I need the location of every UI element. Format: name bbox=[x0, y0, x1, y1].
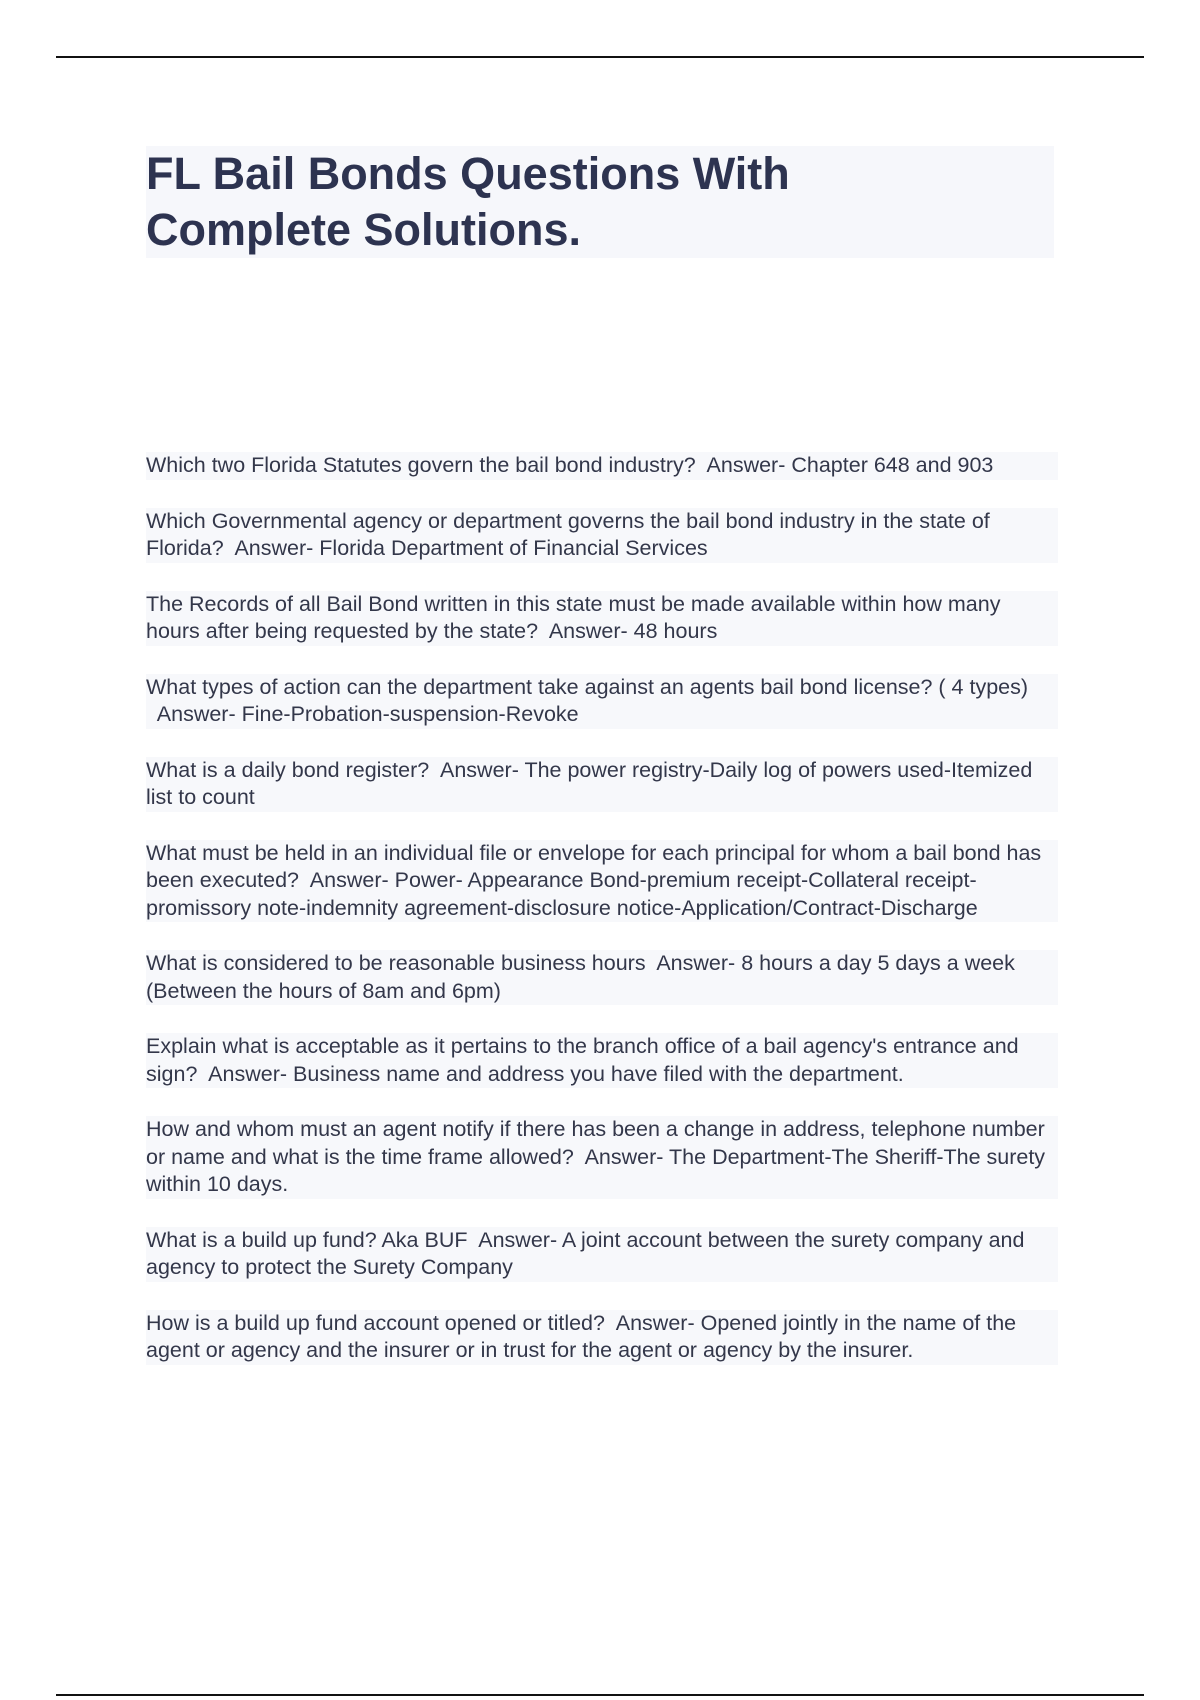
qa-item bbox=[146, 452, 1058, 480]
question-text: Explain what is acceptable as it pertains to the branch office of a bail agency's entrance and sign? bbox=[146, 1034, 1019, 1086]
bottom-divider bbox=[56, 1694, 1144, 1696]
qa-item bbox=[146, 840, 1058, 923]
document-title: FL Bail Bonds Questions With Complete Solutions. bbox=[146, 148, 790, 255]
question-text: What must be held in an individual file or envelope for each principal for whom a bail bond has been executed? bbox=[146, 840, 1042, 892]
question-text: Which two Florida Statutes govern the bail bond industry? bbox=[146, 453, 696, 477]
qa-item bbox=[146, 674, 1058, 729]
answer-text: A joint account between the surety company and agency to protect the Surety Company bbox=[146, 1227, 1025, 1279]
answer-label: Answer- bbox=[584, 1144, 664, 1169]
answer-text: 8 hours a day 5 days a week (Between the hours of 8am and 6pm) bbox=[146, 951, 1015, 1003]
qa-item bbox=[146, 1310, 1058, 1365]
answer-label: Answer- bbox=[234, 536, 314, 560]
qa-item bbox=[146, 1227, 1058, 1282]
qa-item bbox=[146, 757, 1058, 812]
answer-text: Florida Department of Financial Services bbox=[319, 536, 708, 560]
question-text: What is considered to be reasonable business hours bbox=[146, 951, 646, 975]
question-text: What is a build up fund? Aka BUF bbox=[146, 1227, 468, 1252]
answer-text: The power registry-Daily log of powers used-Itemized list to count bbox=[146, 757, 1033, 809]
title-block bbox=[146, 146, 1054, 258]
qa-item bbox=[146, 508, 1058, 563]
answer-label: Answer- bbox=[156, 702, 236, 726]
qa-item bbox=[146, 950, 1058, 1005]
answer-label: Answer- bbox=[440, 757, 519, 782]
answer-label: Answer- bbox=[548, 619, 628, 643]
question-text: What is a daily bond register? bbox=[146, 757, 430, 782]
answer-text: The Department-The Sheriff-The surety within 10 days. bbox=[146, 1144, 1046, 1196]
answer-label: Answer- bbox=[309, 868, 389, 892]
answer-label: Answer- bbox=[208, 1061, 288, 1086]
answer-label: Answer- bbox=[656, 951, 736, 975]
answer-text: Power- Appearance Bond-premium receipt-Collateral receipt-promissory note-indemnity agreement-disclosure notice-Application/Contract-Discharge bbox=[146, 868, 978, 920]
answer-label: Answer- bbox=[706, 453, 786, 477]
answer-label: Answer- bbox=[478, 1227, 558, 1252]
top-divider bbox=[56, 56, 1144, 58]
answer-text: 48 hours bbox=[633, 619, 718, 643]
answer-text: Opened jointly in the name of the agent or agency and the insurer or in trust for the agent or agency by the insurer. bbox=[146, 1310, 1017, 1362]
qa-item bbox=[146, 591, 1058, 646]
qa-item bbox=[146, 1116, 1058, 1199]
answer-text: Business name and address you have filed with the department. bbox=[293, 1061, 904, 1086]
answer-text: Chapter 648 and 903 bbox=[791, 453, 994, 477]
qa-list bbox=[146, 452, 1058, 1393]
question-text: How and whom must an agent notify if there has been a change in address, telephone number or name and what is the time frame allowed? bbox=[146, 1117, 1045, 1169]
answer-text: Fine-Probation-suspension-Revoke bbox=[241, 702, 579, 726]
answer-label: Answer- bbox=[615, 1310, 695, 1335]
question-text: What types of action can the department take against an agents bail bond license? ( 4 types) bbox=[146, 674, 1029, 699]
question-text: How is a build up fund account opened or titled? bbox=[146, 1310, 605, 1335]
qa-item bbox=[146, 1033, 1058, 1088]
question-text: The Records of all Bail Bond written in this state must be made available within how many hours after being requested by the state? bbox=[146, 591, 1001, 643]
question-text: Which Governmental agency or department governs the bail bond industry in the state of Florida? bbox=[146, 508, 990, 560]
